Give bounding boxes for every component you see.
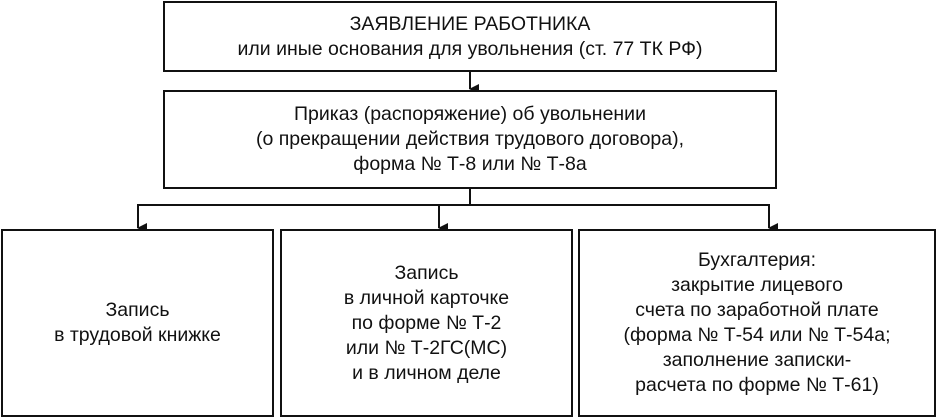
dismissal-order-line-1: Приказ (распоряжение) об увольнении — [294, 103, 646, 125]
accounting-line-2: закрытие лицевого — [671, 274, 843, 296]
accounting-box — [578, 229, 936, 417]
personal-card-record-box — [280, 229, 573, 417]
employee-application-subtitle: или иные основания для увольнения (ст. 77 ТК РФ) — [237, 37, 703, 60]
employee-application-title: ЗАЯВЛЕНИЕ РАБОТНИКА — [349, 12, 591, 35]
personal-card-record-line-4: или № Т-2ГС(МС) — [345, 336, 508, 359]
accounting-line-3: счета по заработной плате — [635, 299, 879, 321]
employee-application-box — [163, 1, 777, 72]
personal-card-record-line-3: по форме № Т-2 — [351, 311, 502, 334]
personal-card-record-line-1: Запись — [394, 261, 459, 284]
work-book-record-box — [1, 229, 274, 417]
accounting-line-6: расчета по форме № Т-61) — [635, 374, 879, 396]
accounting-line-5: заполнение записки- — [662, 349, 852, 371]
dismissal-order-line-2: (о прекращении действия трудового договора), — [255, 128, 685, 150]
accounting-line-4: (форма № Т-54 или № Т-54а; — [623, 324, 891, 346]
dismissal-order-line-3: форма № Т-8 или № Т-8а — [353, 153, 587, 175]
work-book-record-line-2: в трудовой книжке — [54, 324, 221, 346]
accounting-line-1: Бухгалтерия: — [697, 249, 817, 271]
personal-card-record-line-5: и в личном деле — [352, 361, 501, 384]
personal-card-record-line-2: в личной карточке — [343, 286, 510, 309]
work-book-record-line-1: Запись — [105, 299, 170, 321]
dismissal-order-box — [163, 90, 777, 189]
